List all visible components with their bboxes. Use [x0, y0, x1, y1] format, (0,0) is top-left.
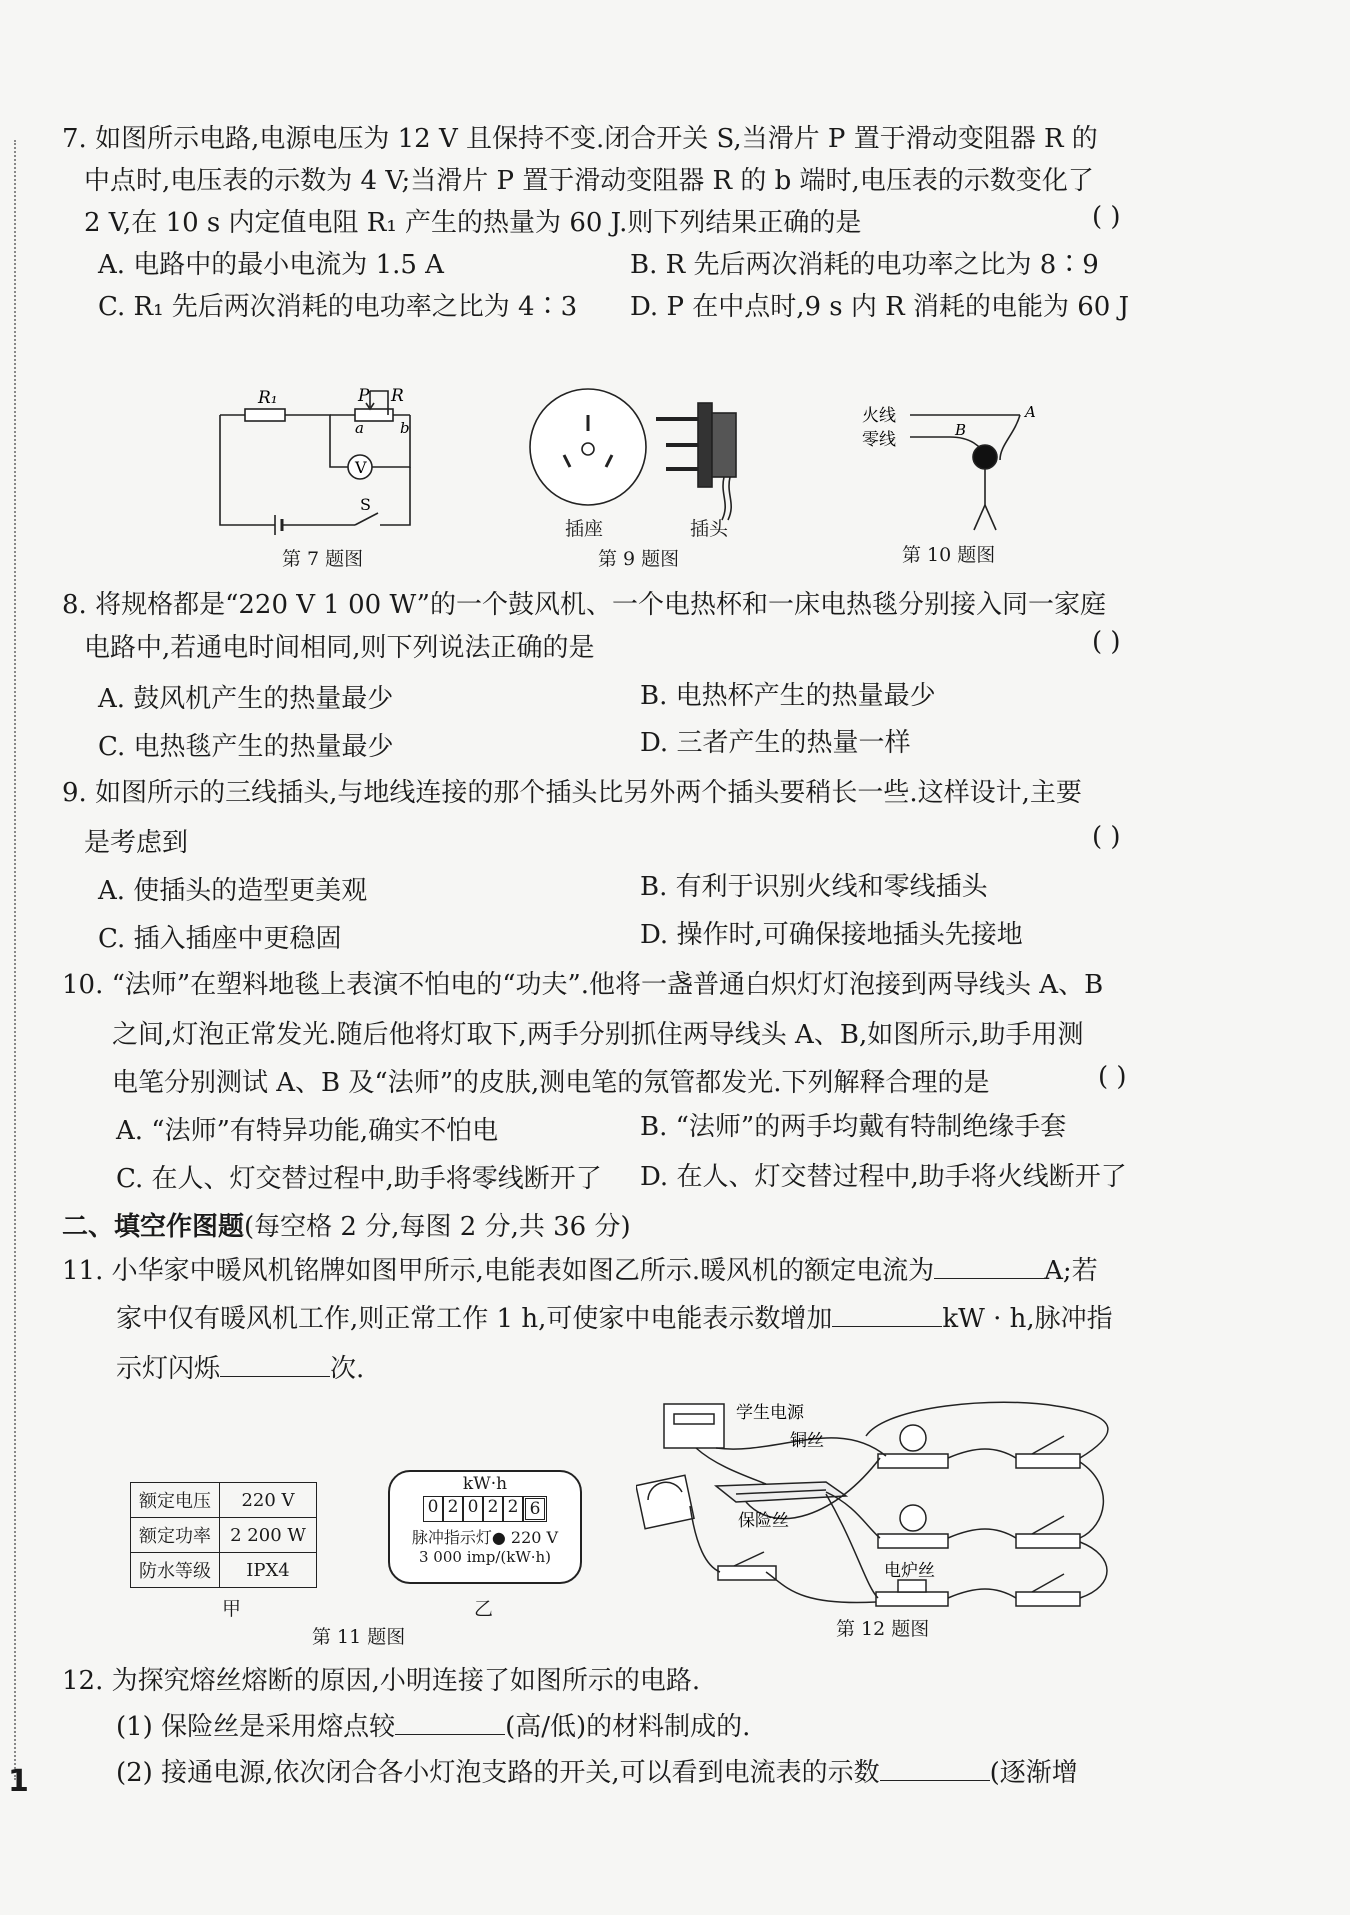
q9-option-c: C. 插入插座中更稳固	[98, 924, 342, 954]
q7-line1: 7. 如图所示电路,电源电压为 12 V 且保持不变.闭合开关 S,当滑片 P 置于滑动变阻器 R 的	[62, 124, 1098, 154]
q8-line2: 电路中,若通电时间相同,则下列说法正确的是	[84, 633, 595, 663]
q11-line3-unit: 次.	[330, 1354, 365, 1384]
fig12-power-label: 学生电源	[736, 1403, 804, 1423]
q9-line1: 9. 如图所示的三线插头,与地线连接的那个插头比另外两个插头要稍长一些.这样设计,主要	[62, 778, 1082, 808]
q12-blank-ammeter[interactable]	[880, 1756, 990, 1781]
meter-digits	[390, 1496, 580, 1522]
meter-digit: 2	[443, 1496, 463, 1522]
q11-line2-text: 家中仅有暖风机工作,则正常工作 1 h,可使家中电能表示数增加	[116, 1304, 833, 1334]
q10-line1: 10. “法师”在塑料地毯上表演不怕电的“功夫”.他将一盏普通白炽灯灯泡接到两导线头 A、B	[62, 970, 1104, 1000]
q8-option-a: A. 鼓风机产生的热量最少	[98, 684, 394, 714]
q11-line3-text: 示灯闪烁	[116, 1354, 221, 1384]
page-number: 1	[8, 1764, 29, 1799]
q11-line2-unit: kW · h,脉冲指	[942, 1304, 1113, 1334]
nameplate-label: 额定功率	[131, 1518, 220, 1553]
q12-part2-text: (2) 接通电源,依次闭合各小灯泡支路的开关,可以看到电流表的示数	[116, 1758, 880, 1788]
section2-title: 二、填空作图题	[62, 1212, 245, 1242]
q9-option-b: B. 有利于识别火线和零线插头	[640, 872, 988, 902]
q11-blank-flashes[interactable]	[220, 1352, 330, 1377]
meter-digit: 0	[463, 1496, 483, 1522]
fig10-label-b: B	[955, 421, 967, 439]
fig12-caption: 第 12 题图	[836, 1618, 930, 1640]
q12-blank-melting-point[interactable]	[395, 1710, 505, 1735]
q11-line1	[62, 1250, 1098, 1287]
nameplate-jia	[130, 1482, 317, 1588]
q9-answer-paren: ( )	[1092, 822, 1121, 852]
section2-note: (每空格 2 分,每图 2 分,共 36 分)	[244, 1212, 631, 1242]
q11-line2	[116, 1298, 1113, 1335]
q10-option-a: A. “法师”有特异功能,确实不怕电	[116, 1116, 499, 1146]
q8-line1: 8. 将规格都是“220 V 1 00 W”的一个鼓风机、一个电热杯和一床电热毯分别接入同一家庭	[62, 590, 1106, 620]
nameplate-row	[131, 1553, 317, 1588]
meter-pulse-line: 脉冲指示灯● 220 V	[411, 1528, 559, 1547]
q11-blank-energy[interactable]	[832, 1302, 942, 1327]
q7-option-c: C. R₁ 先后两次消耗的电功率之比为 4∶3	[98, 292, 578, 322]
q12-part1-text: (1) 保险丝是采用熔点较	[116, 1712, 396, 1742]
fig9-socket-drawing	[530, 389, 646, 505]
nameplate-label: 防水等级	[131, 1553, 220, 1588]
fig12-fuse-label: 保险丝	[738, 1511, 789, 1531]
q9-option-d: D. 操作时,可确保接地插头先接地	[640, 920, 1023, 950]
q10-line2: 之间,灯泡正常发光.随后他将灯取下,两手分别抓住两导线头 A、B,如图所示,助手用测	[112, 1020, 1084, 1050]
fig7-label-b: b	[400, 419, 410, 437]
section2-heading	[62, 1206, 631, 1243]
q11-line3	[116, 1348, 364, 1385]
q7-answer-paren: ( )	[1092, 202, 1121, 232]
fig10-live-wire-label: 火线	[862, 406, 896, 426]
nameplate-row	[131, 1518, 317, 1553]
nameplate-caption: 甲	[222, 1598, 242, 1620]
meter-digit: 0	[423, 1496, 443, 1522]
fig9-plug-label: 插头	[690, 518, 729, 540]
q10-line3: 电笔分别测试 A、B 及“法师”的皮肤,测电笔的氖管都发光.下列解释合理的是	[112, 1068, 990, 1098]
fig12-heater-label: 电炉丝	[884, 1561, 935, 1581]
fig12-experiment-drawing	[636, 1396, 1136, 1628]
q10-option-c: C. 在人、灯交替过程中,助手将零线断开了	[116, 1164, 602, 1194]
figure-row-1	[210, 385, 1210, 535]
nameplate-value: 220 V	[220, 1483, 317, 1518]
fig7-circuit-diagram	[220, 391, 410, 535]
q9-line2: 是考虑到	[84, 828, 189, 858]
fig7-label-v: V	[355, 458, 367, 477]
nameplate-value: IPX4	[220, 1553, 317, 1588]
q10-answer-paren: ( )	[1098, 1062, 1127, 1092]
q12-part2-tail: (逐渐增	[989, 1758, 1078, 1788]
meter-constant-line: 3 000 imp/(kW·h)	[418, 1548, 552, 1566]
nameplate-value: 2 200 W	[220, 1518, 317, 1553]
margin-dotted-line	[14, 140, 16, 1780]
q10-option-d: D. 在人、灯交替过程中,助手将火线断开了	[640, 1162, 1127, 1192]
fig7-caption: 第 7 题图	[282, 548, 364, 570]
fig12-copper-label: 铜丝	[790, 1431, 824, 1451]
meter-digit-decimal: 6	[523, 1496, 547, 1522]
fig7-label-r1: R₁	[258, 388, 278, 408]
q8-option-c: C. 电热毯产生的热量最少	[98, 732, 394, 762]
fig10-label-a: A	[1025, 403, 1036, 421]
energy-meter	[388, 1470, 582, 1584]
fig9-socket-label: 插座	[565, 518, 604, 540]
meter-unit: kW·h	[462, 1474, 508, 1494]
meter-digit: 2	[483, 1496, 503, 1522]
q11-line1-unit: A;若	[1044, 1256, 1098, 1286]
fig10-caption: 第 10 题图	[902, 544, 996, 566]
fig10-neutral-wire-label: 零线	[862, 430, 896, 450]
fig7-label-r: R	[391, 386, 404, 406]
q7-line3: 2 V,在 10 s 内定值电阻 R₁ 产生的热量为 60 J.则下列结果正确的是	[84, 208, 862, 238]
q11-line1-text: 11. 小华家中暖风机铭牌如图甲所示,电能表如图乙所示.暖风机的额定电流为	[62, 1256, 935, 1286]
q8-option-d: D. 三者产生的热量一样	[640, 728, 911, 758]
q12-part2	[116, 1752, 1078, 1789]
q7-option-b: B. R 先后两次消耗的电功率之比为 8∶9	[630, 250, 1099, 280]
nameplate-table	[130, 1482, 317, 1588]
q11-blank-current[interactable]	[934, 1254, 1044, 1279]
q12-line1: 12. 为探究熔丝熔断的原因,小明连接了如图所示的电路.	[62, 1666, 701, 1696]
fig7-label-s: S	[360, 495, 371, 514]
fig11-caption: 第 11 题图	[312, 1626, 406, 1648]
fig9-plug-drawing	[656, 403, 736, 520]
q8-answer-paren: ( )	[1092, 627, 1121, 657]
q8-option-b: B. 电热杯产生的热量最少	[640, 681, 936, 711]
q12-part1	[116, 1706, 750, 1743]
q7-option-d: D. P 在中点时,9 s 内 R 消耗的电能为 60 J	[630, 292, 1130, 322]
q12-part1-tail: (高/低)的材料制成的.	[505, 1712, 751, 1742]
meter-caption: 乙	[474, 1598, 494, 1620]
q10-option-b: B. “法师”的两手均戴有特制绝缘手套	[640, 1112, 1067, 1142]
fig9-caption: 第 9 题图	[598, 548, 680, 570]
q7-option-a: A. 电路中的最小电流为 1.5 A	[98, 250, 444, 280]
meter-digit: 2	[503, 1496, 523, 1522]
q9-option-a: A. 使插头的造型更美观	[98, 876, 368, 906]
nameplate-label: 额定电压	[131, 1483, 220, 1518]
fig7-label-a: a	[355, 419, 364, 437]
fig7-label-p: P	[358, 386, 370, 406]
q7-line2: 中点时,电压表的示数为 4 V;当滑片 P 置于滑动变阻器 R 的 b 端时,电压表的示数变化了	[84, 166, 1094, 196]
nameplate-row	[131, 1483, 317, 1518]
